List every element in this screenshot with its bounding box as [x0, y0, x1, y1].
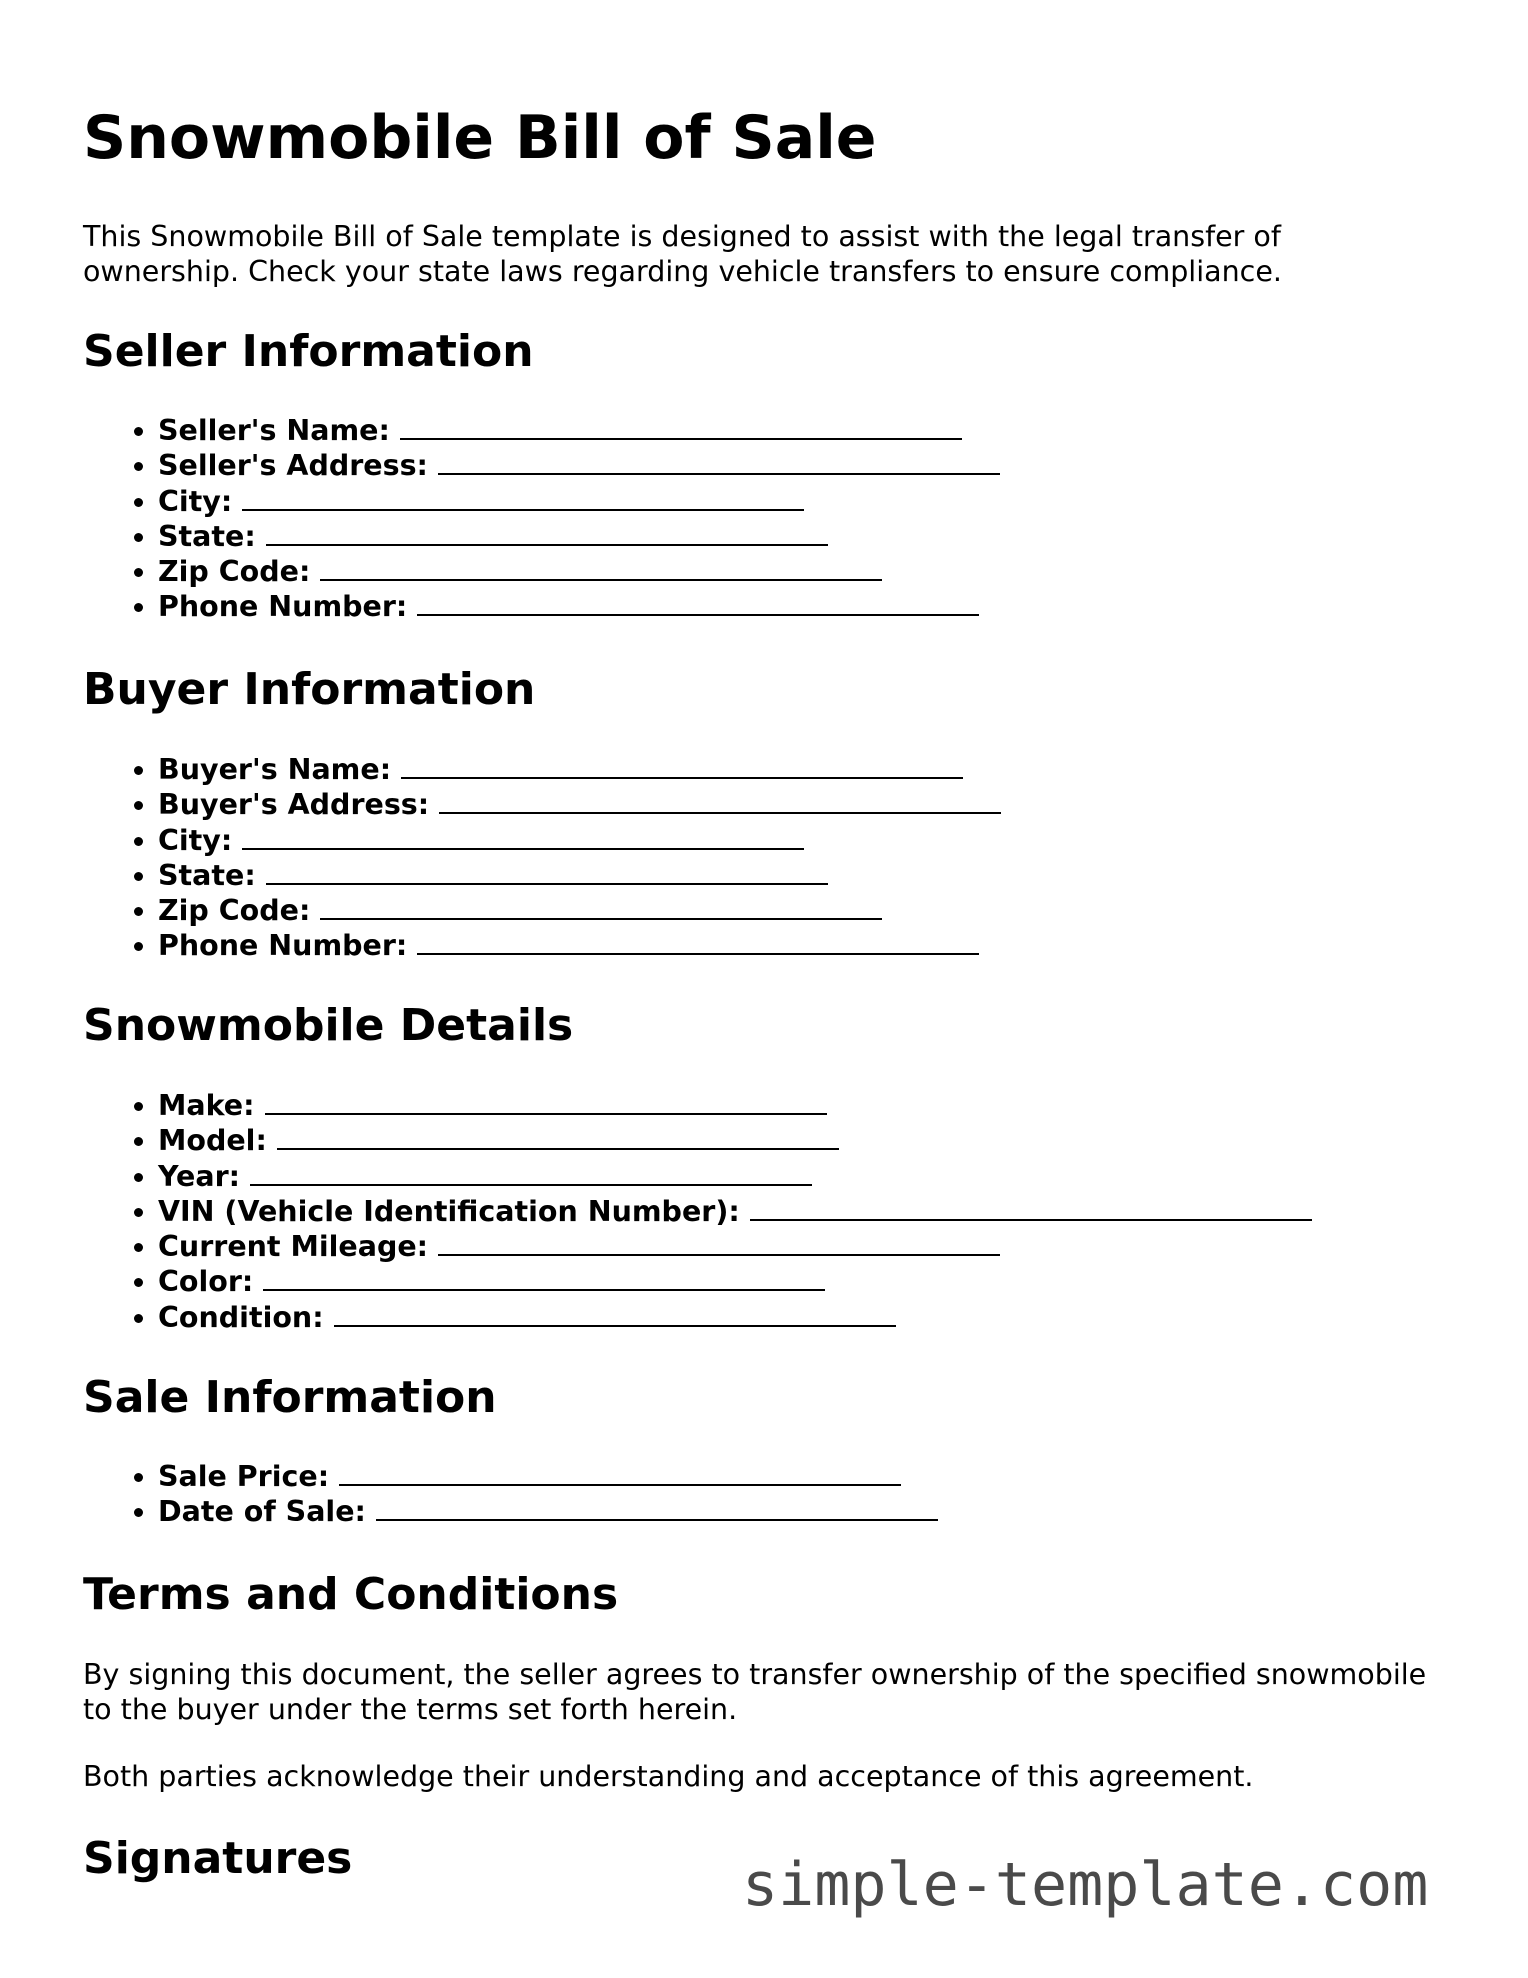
fill-in-line[interactable] — [400, 414, 962, 440]
vin-field[interactable] — [158, 1194, 1312, 1229]
field-label: Phone Number: — [158, 590, 408, 624]
field-label: Buyer's Name: — [158, 753, 392, 786]
sale-price-field[interactable] — [158, 1459, 938, 1494]
field-label: Seller's Address: — [158, 449, 428, 483]
buyer-city-field[interactable] — [158, 823, 1001, 858]
watermark-text: simple-template.com — [742, 1850, 1429, 1920]
seller-name-field[interactable] — [158, 413, 1000, 448]
snowmobile-section-heading: Snowmobile Details — [83, 1000, 574, 1051]
field-label: Color: — [158, 1265, 254, 1299]
color-field[interactable] — [158, 1264, 1312, 1299]
seller-section-heading: Seller Information — [83, 326, 534, 377]
terms-section-heading: Terms and Conditions — [83, 1569, 619, 1620]
sale-date-field[interactable] — [158, 1494, 938, 1529]
seller-zip-field[interactable] — [158, 554, 1000, 589]
fill-in-line[interactable] — [438, 1230, 1000, 1256]
terms-paragraph-1: By signing this document, the seller agrees to transfer ownership of the specified snowmobile to the buyer under the terms set forth herein. — [83, 1658, 1427, 1726]
field-label: Phone Number: — [158, 929, 408, 963]
buyer-fields-list — [83, 752, 1001, 964]
fill-in-line[interactable] — [334, 1301, 896, 1327]
field-label: Current Mileage: — [158, 1230, 429, 1264]
snowmobile-fields-list — [83, 1088, 1312, 1335]
field-label: Date of Sale: — [158, 1495, 366, 1529]
fill-in-line[interactable] — [242, 824, 804, 850]
field-label: State: — [158, 519, 256, 553]
buyer-state-field[interactable] — [158, 858, 1001, 893]
field-label: Model: — [158, 1124, 267, 1158]
fill-in-line[interactable] — [401, 753, 963, 779]
fill-in-line[interactable] — [277, 1124, 839, 1150]
seller-city-field[interactable] — [158, 484, 1000, 519]
terms-paragraph-2: Both parties acknowledge their understanding and acceptance of this agreement. — [83, 1760, 1254, 1793]
buyer-phone-field[interactable] — [158, 928, 1001, 963]
year-field[interactable] — [158, 1159, 1312, 1194]
seller-address-field[interactable] — [158, 448, 1000, 483]
fill-in-line[interactable] — [339, 1460, 901, 1486]
make-field[interactable] — [158, 1088, 1312, 1123]
fill-in-line[interactable] — [439, 788, 1001, 814]
field-label: Zip Code: — [158, 894, 311, 928]
page-title: Snowmobile Bill of Sale — [83, 103, 877, 173]
fill-in-line[interactable] — [438, 449, 1000, 475]
mileage-field[interactable] — [158, 1229, 1312, 1264]
field-label: State: — [158, 858, 256, 892]
field-label: Buyer's Address: — [158, 788, 430, 822]
fill-in-line[interactable] — [266, 859, 828, 885]
fill-in-line[interactable] — [320, 894, 882, 920]
buyer-zip-field[interactable] — [158, 893, 1001, 928]
field-label: City: — [158, 823, 233, 857]
seller-state-field[interactable] — [158, 519, 1000, 554]
field-label: Seller's Name: — [158, 414, 390, 447]
buyer-name-field[interactable] — [158, 752, 1001, 787]
fill-in-line[interactable] — [417, 590, 979, 616]
fill-in-line[interactable] — [750, 1195, 1312, 1221]
seller-phone-field[interactable] — [158, 589, 1000, 624]
sale-fields-list — [83, 1459, 938, 1530]
field-label: Year: — [158, 1159, 241, 1193]
field-label: Sale Price: — [158, 1460, 330, 1493]
field-label: VIN (Vehicle Identification Number): — [158, 1194, 740, 1228]
seller-fields-list — [83, 413, 1000, 625]
model-field[interactable] — [158, 1123, 1312, 1158]
fill-in-line[interactable] — [376, 1495, 938, 1521]
sale-section-heading: Sale Information — [83, 1372, 497, 1423]
fill-in-line[interactable] — [250, 1160, 812, 1186]
intro-paragraph: This Snowmobile Bill of Sale template is designed to assist with the legal transfer of ownership. Check your state laws regarding vehicle transfers to ensure compliance. — [83, 220, 1282, 288]
field-label: Condition: — [158, 1300, 324, 1334]
signatures-section-heading: Signatures — [83, 1833, 353, 1884]
field-label: City: — [158, 484, 233, 518]
condition-field[interactable] — [158, 1300, 1312, 1335]
fill-in-line[interactable] — [265, 1089, 827, 1115]
fill-in-line[interactable] — [266, 520, 828, 546]
fill-in-line[interactable] — [320, 555, 882, 581]
field-label: Make: — [158, 1089, 255, 1122]
buyer-section-heading: Buyer Information — [83, 664, 536, 715]
fill-in-line[interactable] — [417, 929, 979, 955]
field-label: Zip Code: — [158, 555, 311, 589]
fill-in-line[interactable] — [263, 1265, 825, 1291]
buyer-address-field[interactable] — [158, 787, 1001, 822]
fill-in-line[interactable] — [242, 485, 804, 511]
